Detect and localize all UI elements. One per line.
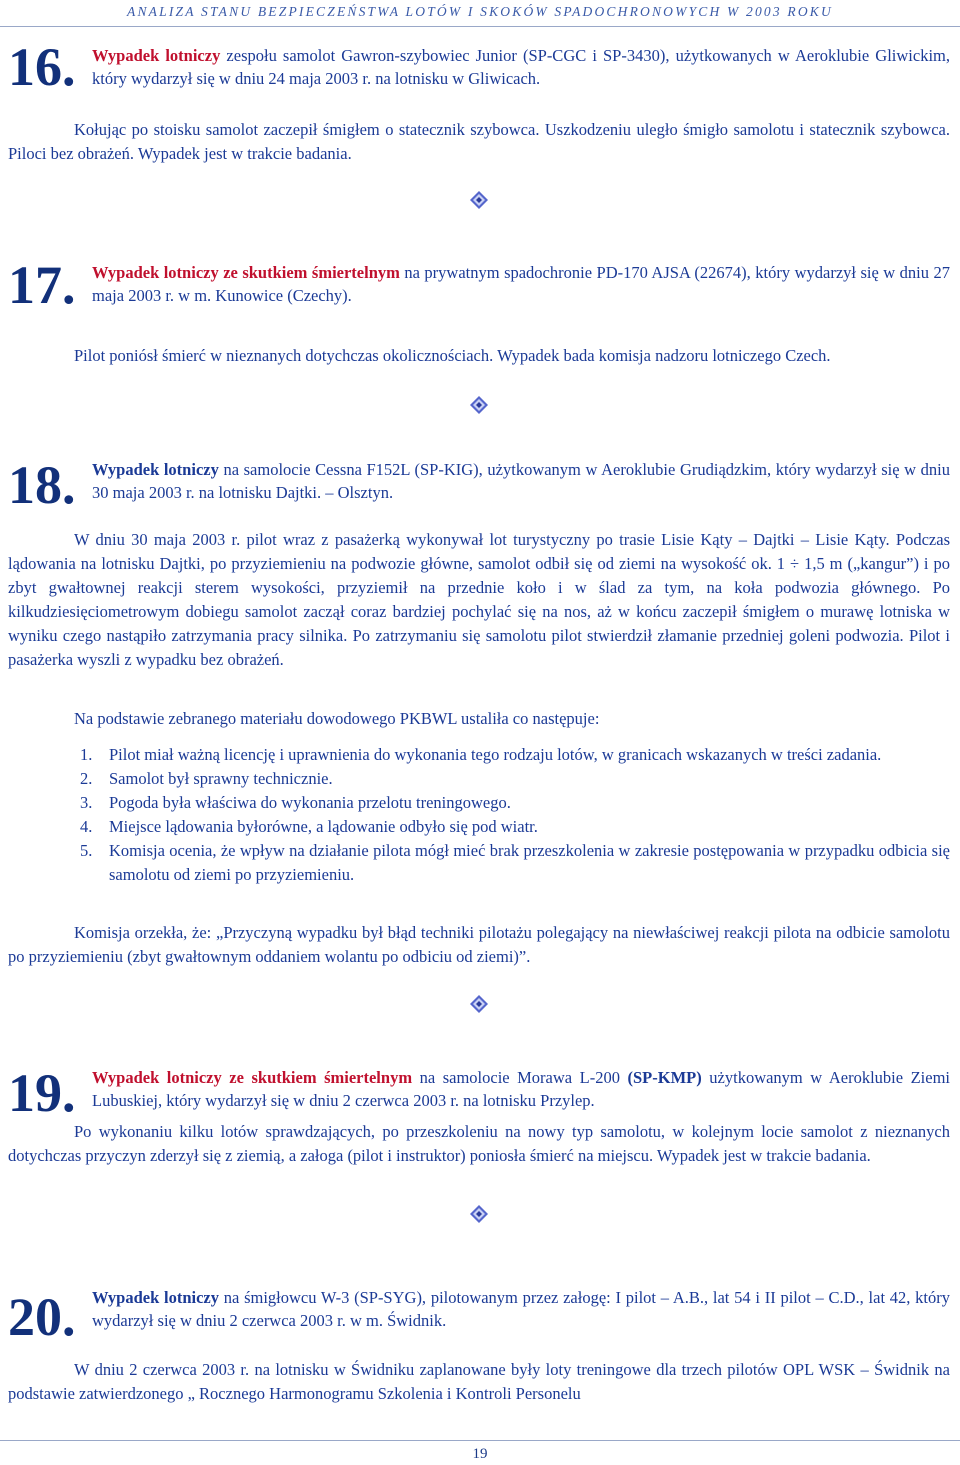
finding-item xyxy=(76,743,950,767)
accident-number-19: 19. xyxy=(8,1063,76,1123)
page-number: 19 xyxy=(472,1446,488,1462)
finding-text: Pilot miał ważną licencję i uprawnienia do wykonania tego rodzaju lotów, w granicach wskazanych w treści zadania. xyxy=(109,745,882,764)
description-sentence: Podczas lądowania na lotnisku Dajtki, po przyziemieniu na podwozie główne, samolot odbił się od ziemi na wysokość ok. 1 ÷ 1,5 m („kangur”) i po zbyt gwałtownej reakcji sterem wysokości, przyziemił na przednie koło i w ślad za tym, na koła podwozia głównego. xyxy=(8,530,950,597)
header-divider xyxy=(0,26,960,27)
finding-item xyxy=(76,815,950,839)
accident-heading-18 xyxy=(92,458,950,504)
accident-number-18: 18. xyxy=(8,455,76,515)
accident-details: na śmigłowcu W-3 (SP-SYG), pilotowanym przez załogę: I pilot – A.B., lat 54 i II pilot – C.D., lat 42, który wydarzył się w dniu 2 czerwca 2003 r. w m. Świdnik. xyxy=(92,1288,950,1330)
finding-number: 1. xyxy=(80,745,93,764)
accident-description-16: Kołując po stoisku samolot zaczepił śmigłem o statecznik szybowca. Uszkodzeniu uległo śmigło samolotu i statecznik szybowca. Piloci bez obrażeń. Wypadek jest w trakcie badania. xyxy=(8,120,950,163)
accident-details: na samolocie Cessna F152L (SP-KIG), użytkowanym w Aeroklubie Grudiądzkim, który wydarzył się w dniu 30 maja 2003 r. na lotnisku Dajtki. – Olsztyn. xyxy=(92,460,950,502)
accident-type: Wypadek lotniczy xyxy=(92,46,221,65)
accident-type: Wypadek lotniczy ze skutkiem śmiertelnym xyxy=(92,1068,413,1087)
footer-divider xyxy=(0,1440,960,1441)
accident-type: Wypadek lotniczy xyxy=(92,1288,219,1307)
accident-details: zespołu samolot Gawron-szybowiec Junior (SP-CGC i SP-3430), użytkowanych w Aeroklubie Gliwickim, który wydarzył się w dniu 24 maja 2003 r. na lotnisku w Gliwicach. xyxy=(92,46,950,88)
accident-details: użytkowanym w Aeroklubie Ziemi Lubuskiej, który wydarzył się w dniu 2 czerwca 2003 r. na lotnisku Przylep. xyxy=(92,1068,950,1110)
diamond-ornament-icon xyxy=(470,396,488,414)
accident-details: na prywatnym spadochronie PD-170 AJSA (22674), który wydarzył się w dniu 27 maja 2003 r. w m. Kunowice (Czechy). xyxy=(92,263,950,305)
finding-text: Samolot był sprawny technicznie. xyxy=(109,769,333,788)
findings-intro: Na podstawie zebranego materiału dowodowego PKBWL ustaliła co następuje: xyxy=(74,709,600,728)
accident-description-17: Pilot poniósł śmierć w nieznanych dotychczas okolicznościach. Wypadek bada komisja nadzoru lotniczego Czech. xyxy=(74,346,831,365)
accident-description-18 xyxy=(8,528,950,672)
finding-item xyxy=(76,839,950,887)
finding-number: 3. xyxy=(80,793,93,812)
running-header: ANALIZA STANU BEZPIECZEŃSTWA LOTÓW I SKOKÓW SPADOCHRONOWYCH W 2003 ROKU xyxy=(127,4,833,19)
finding-number: 5. xyxy=(80,841,93,860)
finding-text: Miejsce lądowania byłorówne, a lądowanie odbyło się pod wiatr. xyxy=(109,817,538,836)
diamond-ornament-icon xyxy=(470,1205,488,1223)
finding-text: Komisja ocenia, że wpływ na działanie pilota mógł mieć brak przeszkolenia w zakresie postępowania w przypadku odbicia się samolotu od ziemi po przyziemieniu. xyxy=(109,841,950,884)
accident-heading-20 xyxy=(92,1286,950,1332)
accident-description-20: W dniu 2 czerwca 2003 r. na lotnisku w Świdniku zaplanowane były loty treningowe dla trzech pilotów OPL WSK – Świdnik na podstawie zatwierdzonego „ Rocznego Harmonogramu Szkolenia i Kontroli Personelu xyxy=(8,1360,950,1403)
accident-description-19: Po wykonaniu kilku lotów sprawdzających, po przeszkoleniu na nowy typ samolotu, w kolejnym locie samolot z nieznanych dotychczas przyczyn zderzył się z ziemią, a załoga (pilot i instruktor) poniosła śmierć na miejscu. Wypadek jest w trakcie badania. xyxy=(8,1122,950,1165)
accident-type: Wypadek lotniczy ze skutkiem śmiertelnym xyxy=(92,263,400,282)
description-sentence: W dniu 30 maja 2003 r. pilot wraz z pasażerką wykonywał lot turystyczny po trasie Lisie Kąty – Dajtki – Lisie Kąty. xyxy=(74,530,890,549)
accident-heading-19 xyxy=(92,1066,950,1112)
finding-text: Pogoda była właściwa do wykonania przelotu treningowego. xyxy=(109,793,511,812)
finding-item xyxy=(76,767,950,791)
accident-heading-16 xyxy=(92,44,950,90)
finding-number: 4. xyxy=(80,817,93,836)
commission-ruling: Komisja orzekła, że: „Przyczyną wypadku był błąd techniki pilotażu polegający na niewłaściwej reakcji pilota na odbicie samolotu po przyziemieniu (zbyt gwałtownym oddaniem wolantu po odbiciu od ziemi)”. xyxy=(8,923,950,966)
accident-heading-17 xyxy=(92,261,950,307)
accident-number-20: 20. xyxy=(8,1287,76,1347)
accident-details: na samolocie Morawa L-200 xyxy=(412,1068,628,1087)
accident-type: Wypadek lotniczy xyxy=(92,460,219,479)
finding-number: 2. xyxy=(80,769,93,788)
findings-list xyxy=(76,743,950,887)
finding-item xyxy=(76,791,950,815)
diamond-ornament-icon xyxy=(470,995,488,1013)
description-sentence: Po zatrzymaniu się samolotu pilot stwierdził złamanie przedniej goleni podwozia. Pilot i pasażerka wyszli z wypadku bez obrażeń. xyxy=(8,626,951,669)
accident-number-16: 16. xyxy=(8,37,76,97)
diamond-ornament-icon xyxy=(470,191,488,209)
aircraft-registration: (SP-KMP) xyxy=(627,1068,702,1087)
accident-number-17: 17. xyxy=(8,255,76,315)
description-sentence: Po kilkudziesięciometrowym dobiegu samolot zaczął coraz bardziej pochylać się na nos, aż w końcu zaczepił śmigłem o murawę lotniska w wyniku czego nastąpiło zatrzymania pracy silnika. xyxy=(8,578,950,645)
